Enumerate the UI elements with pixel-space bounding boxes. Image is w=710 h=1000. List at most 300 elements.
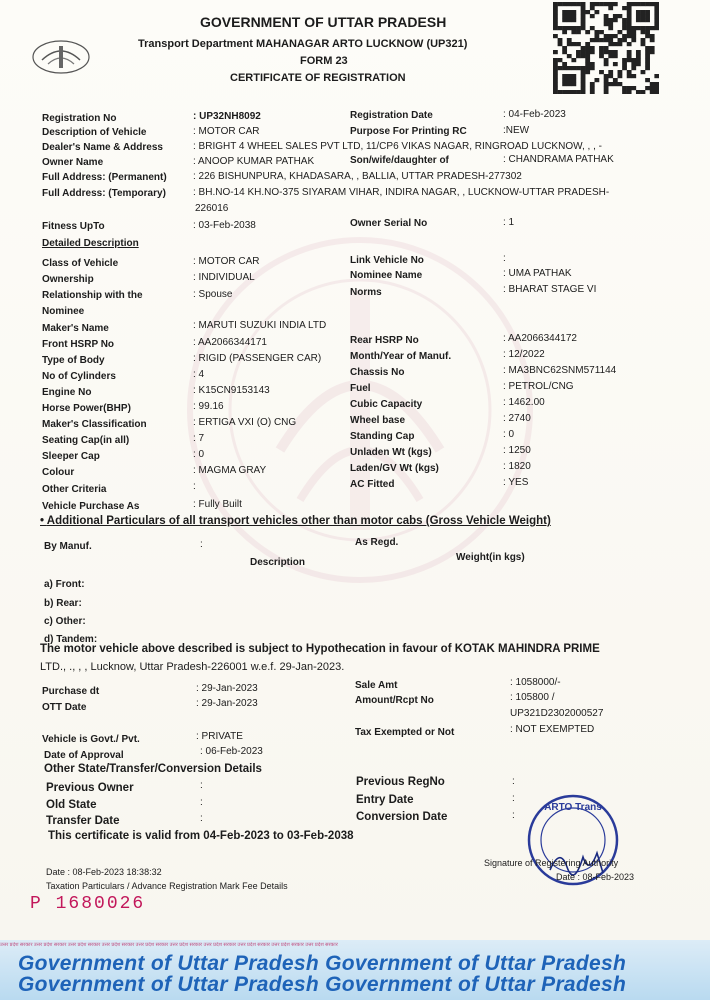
value-rear-hsrp: : AA2066344172 xyxy=(503,333,577,344)
qr-module xyxy=(604,18,609,22)
value-description-vehicle: : MOTOR CAR xyxy=(193,126,260,137)
value-ott: : 29-Jan-2023 xyxy=(196,698,258,709)
qr-module xyxy=(581,26,586,30)
label-hp: Horse Power(BHP) xyxy=(42,403,131,414)
qr-module xyxy=(645,78,650,82)
label-previous-owner: Previous Owner xyxy=(46,782,134,794)
qr-module xyxy=(622,86,627,90)
qr-module xyxy=(567,38,572,42)
qr-module xyxy=(618,70,623,74)
qr-module xyxy=(608,42,613,46)
qr-module xyxy=(604,34,609,38)
qr-module xyxy=(571,74,576,78)
qr-module xyxy=(553,22,558,26)
qr-module xyxy=(622,62,627,66)
qr-module xyxy=(594,78,599,82)
qr-module xyxy=(604,74,609,78)
label-engine: Engine No xyxy=(42,387,92,398)
qr-module xyxy=(594,2,599,6)
qr-module xyxy=(631,34,636,38)
value-purpose: :NEW xyxy=(503,125,530,136)
value-colour: : MAGMA GRAY xyxy=(193,465,267,476)
additional-particulars-text: Additional Particulars of all transport vehicles other than motor cabs (Gross Vehicle Weight) xyxy=(46,515,551,527)
label-relationship-nominee: Nominee xyxy=(42,306,85,317)
qr-module xyxy=(585,10,590,14)
qr-module xyxy=(571,42,576,46)
qr-module xyxy=(608,54,613,58)
qr-module xyxy=(585,50,590,54)
label-amount: Amount/Rcpt No xyxy=(355,695,434,706)
qr-module xyxy=(654,90,659,94)
qr-module xyxy=(562,26,567,30)
value-govt: : PRIVATE xyxy=(196,731,243,742)
qr-module xyxy=(562,74,567,78)
qr-module xyxy=(641,10,646,14)
qr-module xyxy=(604,22,609,26)
qr-module xyxy=(654,82,659,86)
qr-module xyxy=(553,10,558,14)
qr-module xyxy=(608,70,613,74)
label-address-permanent: Full Address: (Permanent) xyxy=(42,172,167,183)
qr-module xyxy=(608,26,613,30)
qr-module xyxy=(567,82,572,86)
label-rear-hsrp: Rear HSRP No xyxy=(350,335,419,346)
qr-module xyxy=(581,82,586,86)
value-relationship: : Spouse xyxy=(193,289,233,300)
qr-module xyxy=(590,66,595,70)
qr-module xyxy=(585,62,590,66)
qr-module xyxy=(562,46,567,50)
qr-module xyxy=(654,14,659,18)
label-unladen: Unladen Wt (kgs) xyxy=(350,447,432,458)
value-fuel: : PETROL/CNG xyxy=(503,381,574,392)
label-link-vehicle: Link Vehicle No xyxy=(350,255,424,266)
band-micro-text: उत्तर प्रदेश सरकार उत्तर प्रदेश सरकार उत्तर प्रदेश सरकार उत्तर प्रदेश सरकार उत्तर प्रदेश सरकार उत्तर प्रदेश सरकार उत्तर प्रदेश सरकार उत्तर प्रदेश सरकार उत्तर प्रदेश सरकार उत्तर प्रदेश सरकार xyxy=(0,942,338,948)
label-sleeper: Sleeper Cap xyxy=(42,451,100,462)
qr-module xyxy=(604,38,609,42)
qr-module xyxy=(631,30,636,34)
label-transfer-date: Transfer Date xyxy=(46,815,120,827)
qr-module xyxy=(636,58,641,62)
label-norms: Norms xyxy=(350,287,382,298)
qr-module xyxy=(553,62,558,66)
value-receipt-no: UP321D2302000527 xyxy=(510,708,604,719)
qr-module xyxy=(599,54,604,58)
label-ac: AC Fitted xyxy=(350,479,395,490)
qr-module xyxy=(608,18,613,22)
value-standing: : 0 xyxy=(503,429,515,440)
label-other-criteria: Other Criteria xyxy=(42,484,107,495)
qr-module xyxy=(590,38,595,42)
qr-module xyxy=(599,50,604,54)
label-address-temporary: Full Address: (Temporary) xyxy=(42,188,166,199)
value-dealer: : BRIGHT 4 WHEEL SALES PVT LTD, 11/CP6 VIKAS NAGAR, RINGROAD LUCKNOW, , , - xyxy=(193,141,602,152)
label-chassis: Chassis No xyxy=(350,367,405,378)
qr-module xyxy=(599,2,604,6)
label-wheelbase: Wheel base xyxy=(350,415,406,426)
label-previous-regno: Previous RegNo xyxy=(356,776,445,788)
qr-module xyxy=(571,30,576,34)
qr-module xyxy=(613,34,618,38)
qr-module xyxy=(567,14,572,18)
qr-module xyxy=(613,42,618,46)
qr-module xyxy=(645,54,650,58)
qr-module xyxy=(650,90,655,94)
value-laden: : 1820 xyxy=(503,461,531,472)
qr-module xyxy=(641,2,646,6)
qr-module xyxy=(558,90,563,94)
qr-module xyxy=(654,10,659,14)
qr-module xyxy=(608,22,613,26)
qr-module xyxy=(590,14,595,18)
qr-module xyxy=(585,70,590,74)
by-manuf-colon: : xyxy=(200,539,203,550)
qr-module xyxy=(553,18,558,22)
qr-module xyxy=(650,46,655,50)
label-cc: Cubic Capacity xyxy=(350,399,423,410)
qr-module xyxy=(553,90,558,94)
qr-module xyxy=(553,78,558,82)
label-colour: Colour xyxy=(42,467,75,478)
qr-module xyxy=(590,26,595,30)
label-registration-date: Registration Date xyxy=(350,110,433,121)
qr-module xyxy=(627,2,632,6)
qr-module xyxy=(581,46,586,50)
label-by-manuf: By Manuf. xyxy=(44,541,92,552)
qr-module xyxy=(553,70,558,74)
label-purpose: Purpose For Printing RC xyxy=(350,126,467,137)
qr-module xyxy=(571,14,576,18)
qr-module xyxy=(604,46,609,50)
detailed-description-heading: Detailed Description xyxy=(42,238,139,249)
qr-module xyxy=(553,86,558,90)
qr-module xyxy=(576,30,581,34)
signature-date: Date : 08-Feb-2023 xyxy=(556,872,635,882)
value-address-temporary-pin: 226016 xyxy=(195,203,229,214)
qr-module xyxy=(576,90,581,94)
qr-module xyxy=(604,62,609,66)
qr-module xyxy=(627,34,632,38)
qr-module xyxy=(645,62,650,66)
qr-module xyxy=(650,86,655,90)
value-hp: : 99.16 xyxy=(193,401,224,412)
value-chassis: : MA3BNC62SNM571144 xyxy=(503,365,617,376)
label-description: Description xyxy=(250,557,306,568)
label-approval: Date of Approval xyxy=(44,750,124,761)
qr-module xyxy=(608,34,613,38)
qr-module xyxy=(627,30,632,34)
label-weight: Weight(in kgs) xyxy=(456,552,525,563)
conversion-date-colon: : xyxy=(512,810,515,821)
transfer-heading: Other State/Transfer/Conversion Details xyxy=(44,763,262,775)
qr-module xyxy=(581,2,586,6)
qr-module xyxy=(604,78,609,82)
hypothecation-line-1: The motor vehicle above described is subject to Hypothecation in favour of KOTAK MAHINDRA PRIME xyxy=(40,643,600,655)
qr-module xyxy=(553,2,558,6)
qr-module xyxy=(627,42,632,46)
qr-module xyxy=(581,78,586,82)
qr-module xyxy=(581,90,586,94)
qr-module xyxy=(567,2,572,6)
qr-module xyxy=(604,86,609,90)
qr-module xyxy=(622,6,627,10)
qr-module xyxy=(562,10,567,14)
qr-module xyxy=(650,2,655,6)
value-cc: : 1462.00 xyxy=(503,397,545,408)
qr-module xyxy=(641,18,646,22)
qr-module xyxy=(627,18,632,22)
qr-module xyxy=(613,78,618,82)
qr-module xyxy=(645,18,650,22)
label-registration-no: Registration No xyxy=(42,113,117,124)
qr-module xyxy=(631,38,636,42)
label-front-hsrp: Front HSRP No xyxy=(42,339,115,350)
header-certificate: CERTIFICATE OF REGISTRATION xyxy=(230,72,406,84)
qr-module xyxy=(581,18,586,22)
value-fitness: : 03-Feb-2038 xyxy=(193,220,256,231)
qr-module xyxy=(650,34,655,38)
qr-module xyxy=(567,18,572,22)
qr-module xyxy=(604,58,609,62)
qr-module xyxy=(654,18,659,22)
value-tax: : NOT EXEMPTED xyxy=(510,724,595,735)
qr-module xyxy=(613,82,618,86)
label-maker: Maker's Name xyxy=(42,323,109,334)
qr-code-icon xyxy=(553,2,659,94)
qr-module xyxy=(641,38,646,42)
value-approval: : 06-Feb-2023 xyxy=(200,746,263,757)
qr-module xyxy=(650,26,655,30)
value-engine: : K15CN9153143 xyxy=(193,385,270,396)
qr-module xyxy=(585,30,590,34)
value-class: : MOTOR CAR xyxy=(193,256,260,267)
value-son-of: : CHANDRAMA PATHAK xyxy=(503,154,614,165)
value-unladen: : 1250 xyxy=(503,445,531,456)
qr-module xyxy=(622,38,627,42)
qr-module xyxy=(618,42,623,46)
qr-module xyxy=(567,54,572,58)
qr-module xyxy=(599,30,604,34)
qr-module xyxy=(553,6,558,10)
qr-module xyxy=(631,62,636,66)
serial-value: 1680026 xyxy=(55,894,146,914)
qr-module xyxy=(654,2,659,6)
qr-module xyxy=(641,14,646,18)
qr-module xyxy=(622,58,627,62)
qr-module xyxy=(567,78,572,82)
qr-module xyxy=(571,18,576,22)
qr-module xyxy=(636,18,641,22)
value-link-vehicle: : xyxy=(503,253,506,264)
label-fuel: Fuel xyxy=(350,383,371,394)
label-as-regd: As Regd. xyxy=(355,537,399,548)
qr-module xyxy=(594,30,599,34)
qr-module xyxy=(553,50,558,54)
label-manuf: Month/Year of Manuf. xyxy=(350,351,452,362)
qr-module xyxy=(627,50,632,54)
qr-module xyxy=(645,10,650,14)
qr-module xyxy=(645,46,650,50)
qr-module xyxy=(654,86,659,90)
qr-module xyxy=(594,10,599,14)
entry-date-colon: : xyxy=(512,793,515,804)
label-cylinders: No of Cylinders xyxy=(42,371,116,382)
value-wheelbase: : 2740 xyxy=(503,413,531,424)
label-class: Class of Vehicle xyxy=(42,258,119,269)
serial-number xyxy=(30,894,145,914)
qr-module xyxy=(581,54,586,58)
label-rear: b) Rear: xyxy=(44,598,82,609)
previous-owner-colon: : xyxy=(200,780,203,791)
qr-module xyxy=(576,50,581,54)
qr-module xyxy=(636,54,641,58)
footer-taxation: Taxation Particulars / Advance Registration Mark Fee Details xyxy=(46,881,288,891)
qr-module xyxy=(590,2,595,6)
qr-module xyxy=(618,82,623,86)
qr-module xyxy=(558,66,563,70)
qr-module xyxy=(567,66,572,70)
seal-text: ARTO Trans xyxy=(544,802,602,813)
qr-module xyxy=(654,22,659,26)
qr-module xyxy=(604,50,609,54)
qr-module xyxy=(553,82,558,86)
qr-module xyxy=(553,66,558,70)
qr-module xyxy=(562,14,567,18)
qr-module xyxy=(654,74,659,78)
qr-module xyxy=(636,62,641,66)
qr-module xyxy=(654,6,659,10)
qr-module xyxy=(622,18,627,22)
value-cylinders: : 4 xyxy=(193,369,205,380)
qr-module xyxy=(631,86,636,90)
qr-module xyxy=(622,34,627,38)
qr-module xyxy=(604,82,609,86)
qr-module xyxy=(627,54,632,58)
qr-module xyxy=(581,70,586,74)
qr-module xyxy=(641,26,646,30)
qr-module xyxy=(585,54,590,58)
qr-module xyxy=(581,22,586,26)
value-norms: : BHARAT STAGE VI xyxy=(503,284,597,295)
additional-particulars-heading: • Additional Particulars of all transport vehicles other than motor cabs (Gross Vehicle Weight) xyxy=(40,515,551,527)
qr-module xyxy=(571,82,576,86)
value-amount: : 105800 / xyxy=(510,692,555,703)
value-seating: : 7 xyxy=(193,433,205,444)
label-description-vehicle: Description of Vehicle xyxy=(42,127,147,138)
qr-module xyxy=(553,26,558,30)
qr-module xyxy=(650,50,655,54)
value-owner-serial: : 1 xyxy=(503,217,515,228)
label-owner-name: Owner Name xyxy=(42,157,104,168)
qr-module xyxy=(645,34,650,38)
label-tax: Tax Exempted or Not xyxy=(355,727,455,738)
qr-module xyxy=(618,38,623,42)
qr-module xyxy=(645,86,650,90)
qr-module xyxy=(627,86,632,90)
qr-module xyxy=(558,58,563,62)
qr-module xyxy=(576,2,581,6)
qr-module xyxy=(558,2,563,6)
qr-module xyxy=(622,22,627,26)
qr-module xyxy=(627,6,632,10)
value-body: : RIGID (PASSENGER CAR) xyxy=(193,353,322,364)
qr-module xyxy=(604,2,609,6)
value-ownership: : INDIVIDUAL xyxy=(193,272,255,283)
qr-module xyxy=(645,30,650,34)
label-dealer: Dealer's Name & Address xyxy=(42,142,163,153)
header-form: FORM 23 xyxy=(300,55,348,67)
qr-module xyxy=(627,90,632,94)
qr-module xyxy=(636,2,641,6)
value-purchase-dt: : 29-Jan-2023 xyxy=(196,683,258,694)
qr-module xyxy=(608,82,613,86)
qr-module xyxy=(645,66,650,70)
qr-module xyxy=(558,38,563,42)
footer-date: Date : 08-Feb-2023 18:38:32 xyxy=(46,867,162,877)
validity-statement: This certificate is valid from 04-Feb-2023 to 03-Feb-2038 xyxy=(48,830,354,842)
qr-module xyxy=(654,26,659,30)
qr-module xyxy=(571,26,576,30)
qr-module xyxy=(562,50,567,54)
qr-module xyxy=(571,78,576,82)
previous-regno-colon: : xyxy=(512,776,515,787)
header-department: Transport Department MAHANAGAR ARTO LUCKNOW (UP321) xyxy=(138,38,468,50)
qr-module xyxy=(645,50,650,54)
qr-module xyxy=(604,90,609,94)
qr-module xyxy=(641,70,646,74)
value-other-criteria: : xyxy=(193,481,196,492)
qr-module xyxy=(576,54,581,58)
qr-module xyxy=(645,58,650,62)
qr-module xyxy=(627,26,632,30)
qr-module xyxy=(571,2,576,6)
qr-module xyxy=(553,34,558,38)
qr-module xyxy=(590,90,595,94)
qr-module xyxy=(567,26,572,30)
qr-module xyxy=(553,14,558,18)
qr-module xyxy=(627,14,632,18)
qr-module xyxy=(581,86,586,90)
serial-prefix: P xyxy=(30,894,43,914)
qr-module xyxy=(567,90,572,94)
qr-module xyxy=(641,90,646,94)
qr-module xyxy=(627,74,632,78)
qr-module xyxy=(631,74,636,78)
qr-module xyxy=(636,14,641,18)
band-text-line-1: Government of Uttar Pradesh Government of Uttar Pradesh xyxy=(18,952,627,975)
label-entry-date: Entry Date xyxy=(356,794,414,806)
qr-module xyxy=(599,46,604,50)
value-registration-date: : 04-Feb-2023 xyxy=(503,109,566,120)
label-govt: Vehicle is Govt./ Pvt. xyxy=(42,734,140,745)
qr-module xyxy=(604,14,609,18)
qr-module xyxy=(650,82,655,86)
qr-module xyxy=(571,58,576,62)
qr-module xyxy=(558,42,563,46)
qr-module xyxy=(636,26,641,30)
qr-module xyxy=(641,30,646,34)
label-fitness: Fitness UpTo xyxy=(42,221,105,232)
qr-module xyxy=(576,66,581,70)
qr-module xyxy=(627,22,632,26)
header-title: GOVERNMENT OF UTTAR PRADESH xyxy=(200,14,447,30)
value-front-hsrp: : AA2066344171 xyxy=(193,337,267,348)
old-state-colon: : xyxy=(200,797,203,808)
qr-module xyxy=(562,18,567,22)
value-nominee-name: : UMA PATHAK xyxy=(503,268,572,279)
qr-module xyxy=(553,74,558,78)
qr-module xyxy=(590,82,595,86)
